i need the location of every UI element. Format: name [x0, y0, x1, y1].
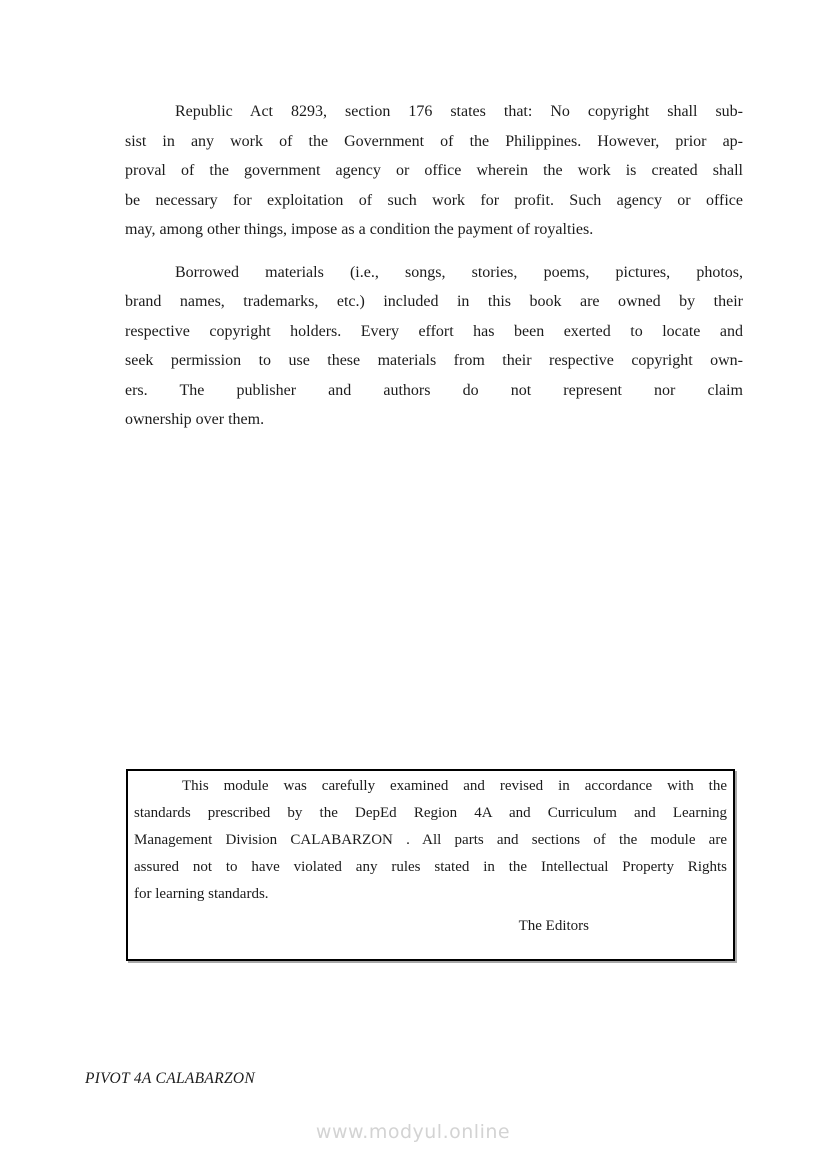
notice-text [134, 773, 727, 908]
text-line: Republic Act 8293, section 176 states that: No copyright shall sub- [175, 103, 743, 120]
text-line: standards prescribed by the DepEd Region 4A and Curriculum and Learning [134, 805, 727, 821]
editors-signature: The Editors [518, 918, 589, 934]
copyright-section [125, 97, 743, 435]
text-line: respective copyright holders. Every effort has been exerted to locate and [125, 322, 743, 340]
text-line: Borrowed materials (i.e., songs, stories, poems, pictures, photos, [175, 263, 743, 281]
text-line: ownership over them. [125, 411, 265, 428]
footer-brand: PIVOT 4A CALABARZON [85, 1070, 256, 1087]
text-line: for learning standards. [134, 886, 269, 902]
text-line: may, among other things, impose as a condition the payment of royalties. [125, 221, 594, 238]
text-line: ers. The publisher and authors do not represent nor claim [125, 381, 743, 399]
copyright-paragraph [125, 97, 743, 245]
text-line: seek permission to use these materials from their respective copyright own- [125, 352, 743, 369]
editors-notice-box [126, 769, 735, 961]
text-line: This module was carefully examined and revised in accordance with the [182, 778, 727, 794]
borrowed-materials-paragraph [125, 258, 743, 435]
text-line: sist in any work of the Government of the Philippines. However, prior ap- [125, 132, 743, 150]
text-line: be necessary for exploitation of such work for profit. Such agency or office [125, 191, 743, 209]
text-line: Management Division CALABARZON . All parts and sections of the module are [134, 832, 727, 848]
text-line: brand names, trademarks, etc.) included in this book are owned by their [125, 293, 743, 310]
text-line: assured not to have violated any rules stated in the Intellectual Property Rights [134, 859, 727, 875]
text-line: proval of the government agency or office wherein the work is created shall [125, 162, 743, 179]
site-watermark: www.modyul.online [315, 1121, 511, 1143]
